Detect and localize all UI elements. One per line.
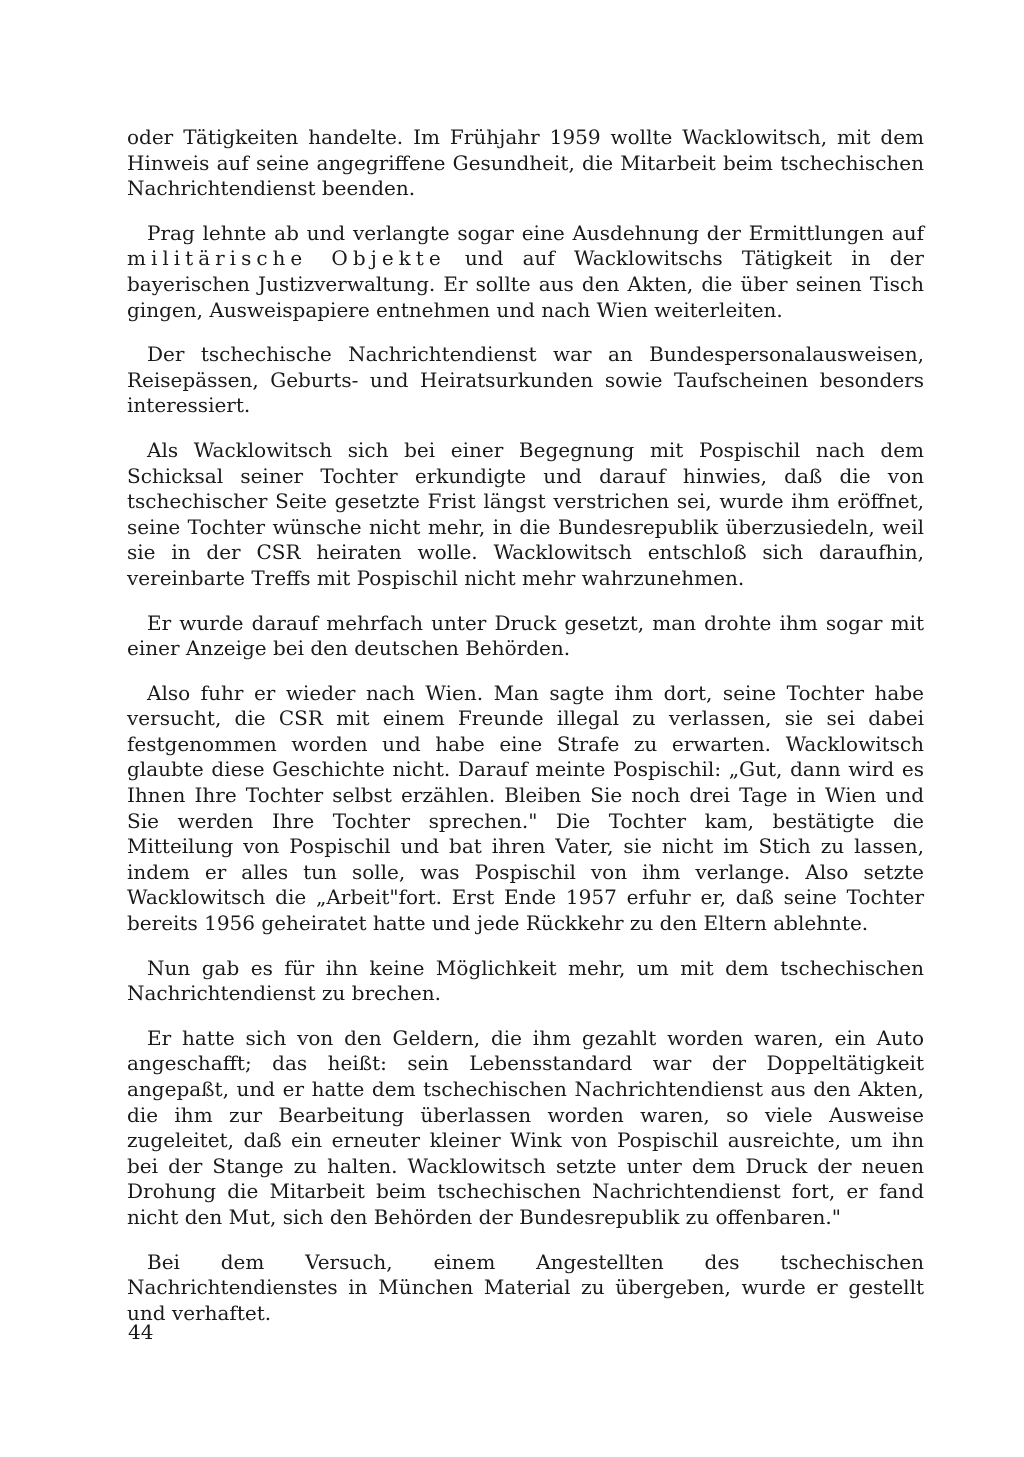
page-number: 44 (128, 1320, 154, 1344)
paragraph-prag-after: und auf Wacklowitschs Tätigkeit in der bayerischen Justizverwaltung. Er sollte aus den Akten, die über seinen Tisch gingen, Ausweispapiere entnehmen und nach Wien weiterleiten. (127, 246, 924, 322)
paragraph-prag (127, 221, 924, 323)
paragraph-prag-before: Prag lehnte ab und verlangte sogar eine Ausdehnung der Ermittlungen auf (147, 220, 924, 245)
body-text (127, 125, 924, 1345)
paragraph-prag-spaced: militärische Objekte (127, 246, 446, 271)
paragraph-pressure: Er wurde darauf mehrfach unter Druck gesetzt, man drohte ihm sogar mit einer Anzeige bei den deutschen Behörden. (127, 610, 924, 661)
paragraph-vienna: Also fuhr er wieder nach Wien. Man sagte ihm dort, seine Tochter habe versucht, die CSR mit einem Freunde illegal zu verlassen, sie sei dabei festgenommen worden und habe eine Strafe zu erwarten. Wacklowitsch glaubte diese Geschichte nicht. Darauf meinte Pospischil: „Gut, dann wird es Ihnen Ihre Tochter selbst erzählen. Bleiben Sie noch drei Tage in Wien und Sie werden Ihre Tochter sprechen." Die Tochter kam, bestätigte die Mitteilung von Pospischil und bat ihren Vater, sie nicht im Stich zu lassen, indem er alles tun solle, was Pospischil von ihm verlange. Also setzte Wacklowitsch die „Arbeit"fort. Erst Ende 1957 erfuhr er, daß seine Tochter bereits 1956 geheiratet hatte und jede Rückkehr zu den Eltern ablehnte. (127, 680, 924, 936)
paragraph-documents: Der tschechische Nachrichtendienst war an Bundespersonalausweisen, Reisepässen, Geburts- und Heiratsurkunden sowie Taufscheinen besonders interessiert. (127, 342, 924, 418)
paragraph-no-escape: Nun gab es für ihn keine Möglichkeit mehr, um mit dem tschechischen Nachrichtendienst zu brechen. (127, 955, 924, 1006)
paragraph-daughter-fate: Als Wacklowitsch sich bei einer Begegnung mit Pospischil nach dem Schicksal seiner Tochter erkundigte und darauf hinwies, daß die von tschechischer Seite gesetzte Frist längst verstrichen sei, wurde ihm eröffnet, seine Tochter wünsche nicht mehr, in die Bundesrepublik überzusiedeln, weil sie in der CSR heiraten wolle. Wacklowitsch entschloß sich daraufhin, vereinbarte Treffs mit Pospischil nicht mehr wahrzunehmen. (127, 437, 924, 590)
paragraph-car: Er hatte sich von den Geldern, die ihm gezahlt worden waren, ein Auto angeschafft; das heißt: sein Lebensstandard war der Doppeltätigkeit angepaßt, und er hatte dem tschechischen Nachrichtendienst aus den Akten, die ihm zur Bearbeitung überlassen worden waren, so viele Ausweise zugeleitet, daß ein erneuter kleiner Wink von Pospischil ausreichte, um ihn bei der Stange zu halten. Wacklowitsch setzte unter dem Druck der neuen Drohung die Mitarbeit beim tschechischen Nachrichtendienst fort, er fand nicht den Mut, sich den Behörden der Bundesrepublik zu offenbaren." (127, 1025, 924, 1229)
paragraph-arrest: Bei dem Versuch, einem Angestellten des tschechischen Nachrichtendienstes in München Material zu übergeben, wurde er gestellt und verhaftet. (127, 1249, 924, 1325)
paragraph-continuation: oder Tätigkeiten handelte. Im Frühjahr 1959 wollte Wacklowitsch, mit dem Hinweis auf seine angegriffene Gesundheit, die Mitarbeit beim tschechischen Nachrichtendienst beenden. (127, 125, 924, 201)
